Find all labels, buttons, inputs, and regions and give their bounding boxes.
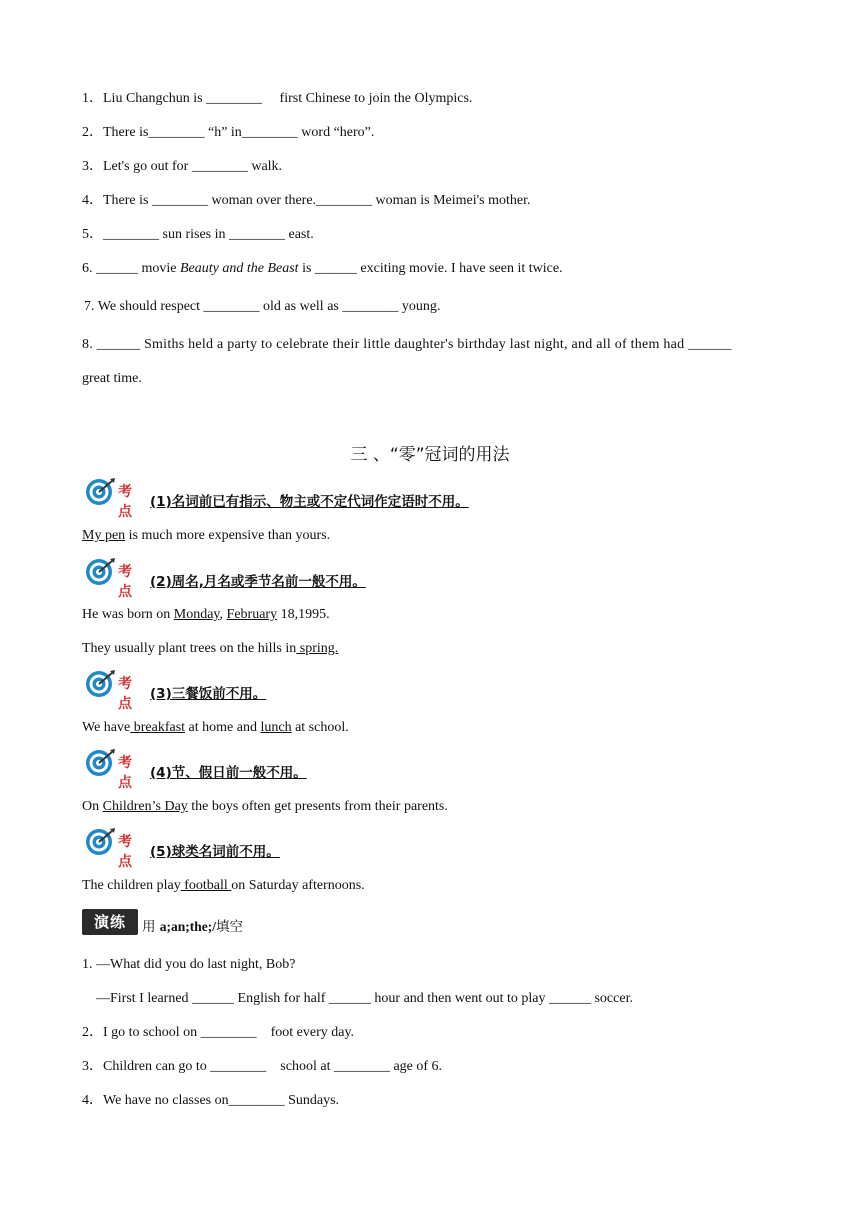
- sentence-text: at school.: [291, 720, 349, 735]
- practice-badge: 演练: [82, 909, 138, 935]
- example-sentence: [82, 640, 338, 658]
- practice-line-2: 2．I go to school on ________ foot every day.: [82, 1025, 355, 1040]
- practice-line-3: 3．Children can go to ________ school at ________ age of 6.: [82, 1059, 443, 1074]
- practice-line-1-answer: —First I learned ______ English for half ______ hour and then went out to play ______ soccer.: [82, 991, 633, 1006]
- movie-title: Beauty and the Beast: [180, 261, 299, 276]
- underlined-term: My pen: [82, 528, 126, 543]
- kaodian-rule: (3)三餐饭前不用。: [150, 686, 267, 702]
- sentence-text: is much more expensive than yours.: [125, 528, 331, 543]
- sentence-text: We have: [82, 720, 131, 735]
- underlined-term: breakfast: [130, 720, 186, 735]
- exercise-line-6: 6. ______ movie Beauty and the Beast is ______ exciting movie. I have seen it twice.: [82, 261, 563, 276]
- exercise-line-1: 1．Liu Changchun is ________ first Chinese to join the Olympics.: [82, 91, 473, 106]
- sentence-text: On: [82, 799, 103, 814]
- sentence-text: 18,1995.: [277, 607, 330, 622]
- target-icon: [82, 556, 150, 586]
- target-icon: [82, 668, 150, 698]
- sentence-text: The children play: [82, 878, 181, 893]
- sentence-text: ,: [219, 607, 227, 622]
- practice-line-1: 1. —What did you do last night, Bob?: [82, 957, 296, 972]
- sentence-text: on Saturday afternoons.: [231, 878, 365, 893]
- sentence-text: the boys often get presents from their parents.: [187, 799, 448, 814]
- underlined-term: February: [226, 607, 278, 622]
- exercise-line-5: 5．________ sun rises in ________ east.: [82, 227, 314, 242]
- practice-line-4: 4．We have no classes on________ Sundays.: [82, 1093, 340, 1108]
- underlined-term: Children’s Day: [102, 799, 188, 814]
- example-sentence: [82, 606, 330, 624]
- kaodian-badge-label: 考点: [118, 834, 132, 870]
- underlined-term: lunch: [260, 720, 292, 735]
- example-sentence: [82, 527, 330, 545]
- exercise-line-3: 3．Let's go out for ________ walk.: [82, 159, 283, 174]
- kaodian-rule: (4)节、假日前一般不用。: [150, 765, 307, 781]
- underlined-term: Monday: [173, 607, 220, 622]
- example-sentence: [82, 877, 365, 895]
- kaodian-badge-label: 考点: [118, 676, 132, 712]
- underlined-term: spring.: [296, 641, 339, 656]
- kaodian-rule: (5)球类名词前不用。: [150, 844, 280, 860]
- kaodian-badge-label: 考点: [118, 755, 132, 791]
- sentence-text: He was born on: [82, 607, 174, 622]
- exercise-line-7: 7. We should respect ________ old as well as ________ young.: [84, 299, 441, 314]
- sentence-text: at home and: [185, 720, 261, 735]
- practice-instruction: 用 a;an;the;/填空: [142, 919, 244, 935]
- section-title: 三 、“零”冠词的用法: [350, 445, 510, 465]
- underlined-term: football: [180, 878, 232, 893]
- kaodian-rule: (2)周名,月名或季节名前一般不用。: [150, 574, 366, 590]
- kaodian-badge-label: 考点: [118, 484, 132, 520]
- target-icon: [82, 747, 150, 777]
- exercise-line-2: 2．There is________ “h” in________ word “hero”.: [82, 125, 375, 140]
- example-sentence: [82, 798, 448, 816]
- kaodian-rule: (1)名词前已有指示、物主或不定代词作定语时不用。: [150, 494, 469, 510]
- sentence-text: They usually plant trees on the hills in: [82, 641, 297, 656]
- exercise-line-8: 8. ______ Smiths held a party to celebrate their little daughter's birthday last night, and all of them had ______: [82, 337, 732, 352]
- kaodian-badge-label: 考点: [118, 564, 132, 600]
- target-icon: [82, 476, 150, 506]
- example-sentence: [82, 719, 349, 737]
- exercise-line-8-cont: great time.: [82, 371, 142, 386]
- target-icon: [82, 826, 150, 856]
- exercise-line-4: 4．There is ________ woman over there.________ woman is Meimei's mother.: [82, 193, 531, 208]
